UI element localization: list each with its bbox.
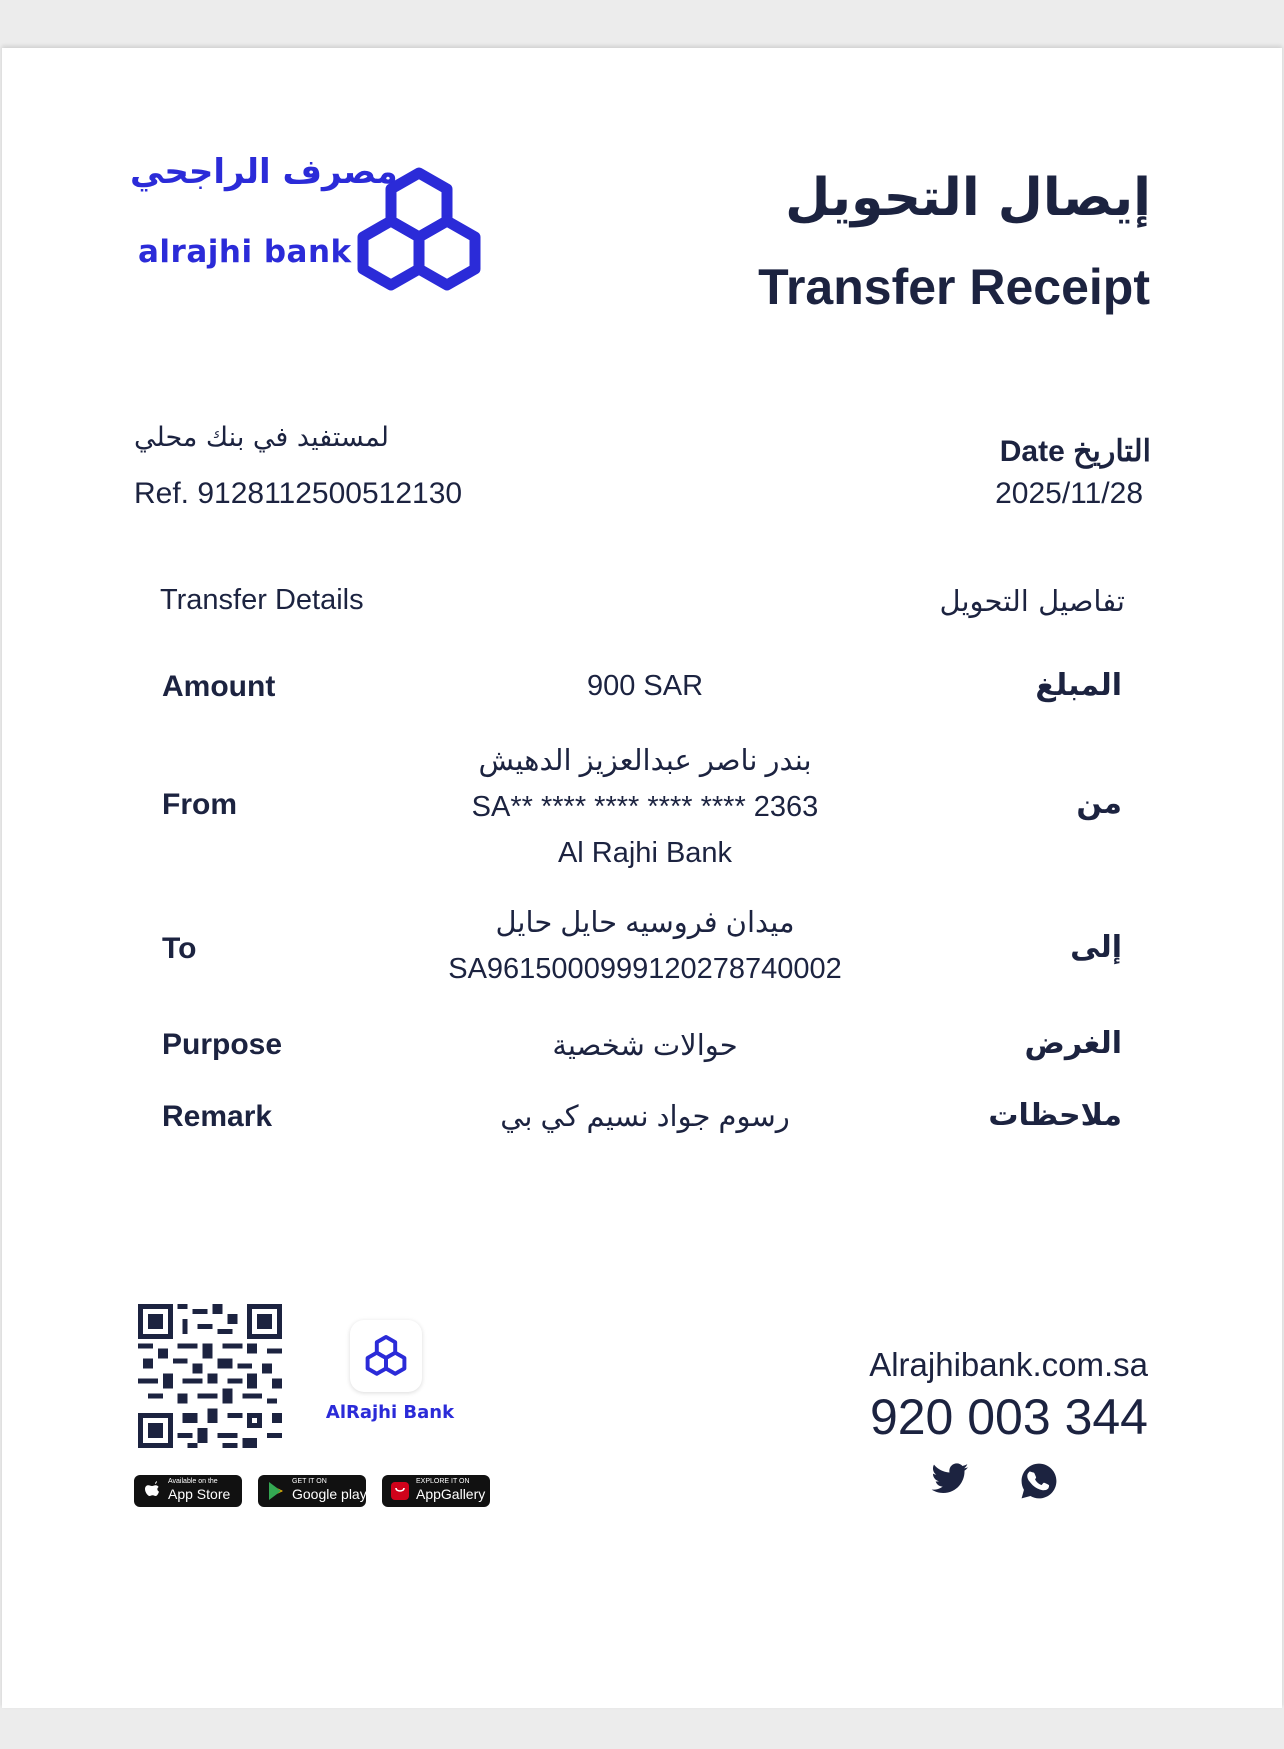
app-store-badge[interactable] xyxy=(134,1475,242,1507)
to-label-english: To xyxy=(162,932,197,965)
remark-label-english: Remark xyxy=(162,1100,273,1133)
app-store-label: App Store xyxy=(168,1486,231,1502)
amount-text: 900 SAR xyxy=(586,670,704,702)
alrajhi-app-icon xyxy=(364,1332,408,1380)
beneficiary-type: لمستفيد في بنك محلي xyxy=(134,422,389,453)
app-gallery-badge[interactable] xyxy=(382,1475,490,1507)
recipient-iban: SA9615000999120278740002 xyxy=(448,953,842,985)
purpose-value xyxy=(330,1023,960,1069)
remark-value xyxy=(330,1094,960,1140)
remark-label-arabic: ملاحظات xyxy=(988,1098,1122,1133)
recipient-name: ميدان فروسيه حايل حايل xyxy=(495,907,795,939)
amount-label-arabic: المبلغ xyxy=(1035,668,1122,703)
app-name: AlRajhi Bank xyxy=(325,1402,455,1423)
section-title-english: Transfer Details xyxy=(160,584,364,616)
whatsapp-icon[interactable] xyxy=(1020,1462,1058,1500)
google-play-label: Google play xyxy=(292,1486,367,1502)
from-value xyxy=(330,738,960,876)
from-label-english: From xyxy=(162,788,237,821)
app-gallery-label: AppGallery xyxy=(416,1486,486,1502)
sender-account: SA** **** **** **** **** 2363 xyxy=(471,791,819,823)
app-icon-tile[interactable] xyxy=(350,1320,422,1392)
reference-number: Ref. 9128112500512130 xyxy=(134,477,463,510)
purpose-label-arabic: الغرض xyxy=(1024,1026,1122,1061)
bank-logo-english: alrajhi bank xyxy=(138,234,352,270)
amount-label-english: Amount xyxy=(162,670,276,703)
qr-code[interactable] xyxy=(138,1304,282,1448)
website-link[interactable]: Alrajhibank.com.sa xyxy=(869,1346,1148,1383)
huawei-icon xyxy=(391,1481,409,1501)
apple-icon xyxy=(143,1481,161,1501)
google-play-icon xyxy=(267,1481,285,1501)
sender-bank: Al Rajhi Bank xyxy=(557,837,733,869)
twitter-icon[interactable] xyxy=(930,1462,970,1498)
title-arabic: إيصال التحويل xyxy=(785,168,1151,228)
sender-name: بندر ناصر عبدالعزيز الدهيش xyxy=(478,745,812,777)
from-label-arabic: من xyxy=(1076,786,1122,821)
to-value xyxy=(330,900,960,992)
purpose-text: حوالات شخصية xyxy=(552,1030,738,1062)
to-label-arabic: إلى xyxy=(1070,930,1122,965)
section-title-arabic: تفاصيل التحويل xyxy=(939,584,1125,618)
app-gallery-small-text: EXPLORE IT ON xyxy=(416,1478,470,1485)
bank-logo-arabic: مصرف الراجحي xyxy=(130,152,398,192)
app-store-small-text: Available on the xyxy=(168,1478,218,1485)
remark-text: رسوم جواد نسيم كي بي xyxy=(500,1101,790,1133)
google-play-small-text: GET IT ON xyxy=(292,1478,327,1485)
date-label: Date التاريخ xyxy=(999,435,1151,468)
phone-number[interactable]: 920 003 344 xyxy=(869,1389,1148,1445)
purpose-label-english: Purpose xyxy=(162,1028,283,1061)
date-value: 2025/11/28 xyxy=(995,477,1143,510)
google-play-badge[interactable] xyxy=(258,1475,366,1507)
title-english: Transfer Receipt xyxy=(758,259,1150,315)
alrajhi-logo-icon xyxy=(352,165,486,297)
amount-value xyxy=(330,663,960,709)
